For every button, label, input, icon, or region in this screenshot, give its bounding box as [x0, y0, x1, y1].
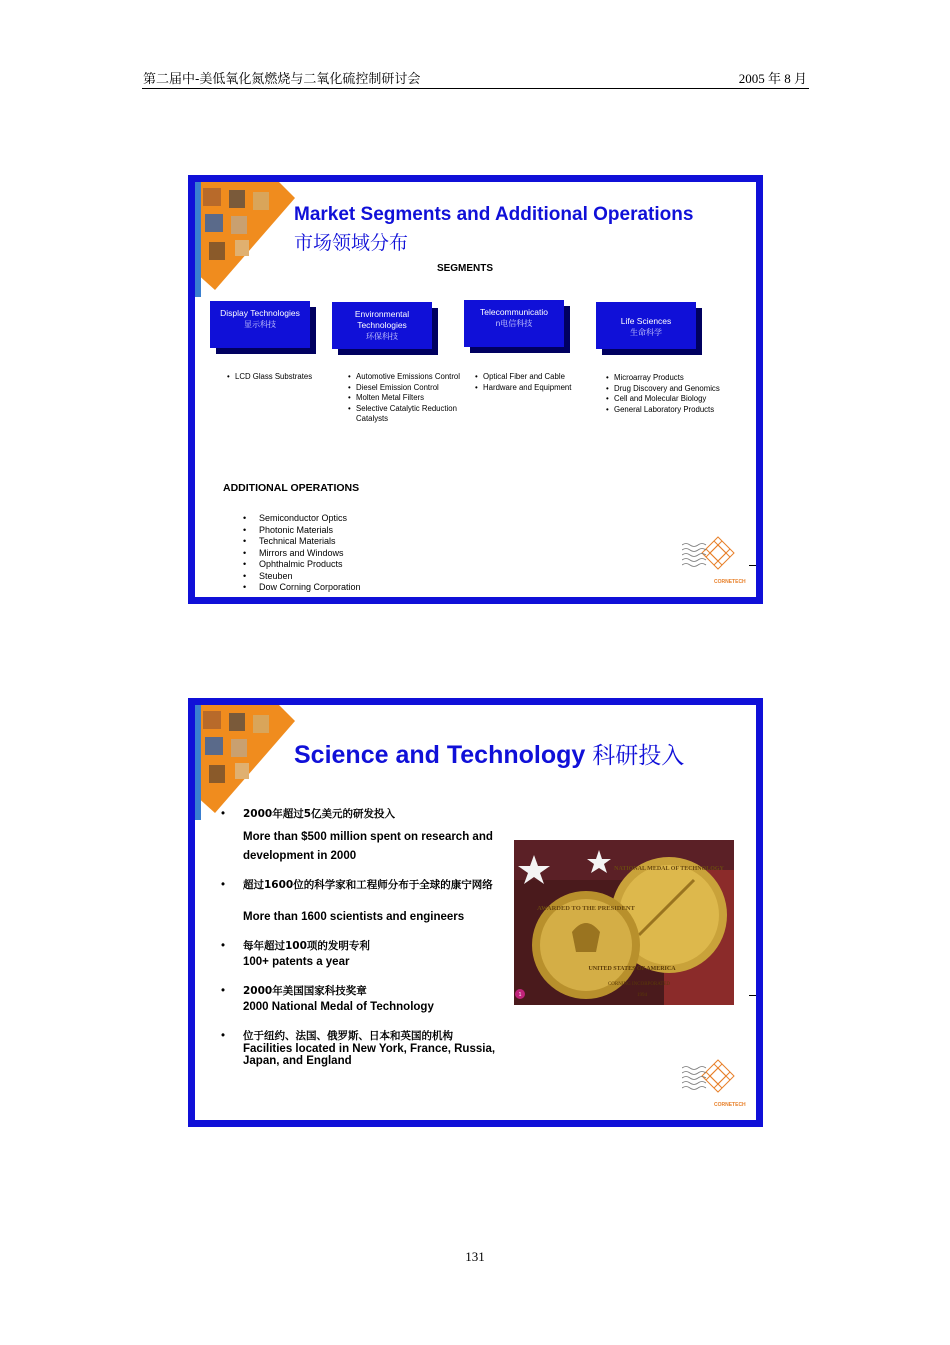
medal-text-left: AWARDED TO THE PRESIDENT [537, 905, 635, 912]
segment-name: Environmental Technologies [354, 309, 410, 330]
page-number: 131 [465, 1249, 485, 1264]
segment-name-cn: 生命科学 [630, 328, 662, 337]
list-item: • 每年超过100项的发明专利 100+ patents a year [221, 940, 370, 968]
segment-name: Display Technologies [220, 308, 300, 318]
company-logo-icon [682, 533, 746, 587]
medal-year-text: 1994 [637, 993, 647, 998]
side-tick [749, 565, 756, 566]
segments-label: SEGMENTS [436, 263, 494, 274]
additional-operations-list [243, 513, 361, 594]
segment-name-cn: 环保科技 [366, 332, 398, 341]
segment-box-environmental [332, 302, 432, 349]
list-item: • Hardware and Equipment [475, 382, 572, 392]
list-item: • LCD Glass Substrates [227, 372, 313, 381]
segment-name-cn: 显示科技 [244, 320, 276, 329]
segment-name: Telecommunicatio [479, 307, 549, 317]
list-item: • 位于纽约、法国、俄罗斯、日本和英国的机构 Facilities located in New York, France, Russia, Japan, and England [221, 1030, 496, 1067]
list-item: • Microarray Products [606, 373, 684, 382]
list-item: • 2000年美国国家科技奖章 2000 National Medal of Technology [221, 985, 434, 1013]
list-item: • Cell and Molecular Biology [606, 394, 707, 403]
list-item: • Diesel Emission Control [348, 382, 439, 392]
list-item: • Technical Materials [243, 536, 336, 546]
logo-text: CORNETECH [714, 1102, 746, 1108]
list-item: • Photonic Materials [243, 524, 334, 535]
list-item: • Selective Catalytic Reduction Catalysts [348, 403, 457, 423]
segment-list-life-sciences [606, 373, 746, 415]
slide2-title-cn: 科研投入 [592, 743, 685, 769]
corner-graphic-icon [195, 705, 295, 820]
segment-name-cn: n电信科技 [495, 319, 533, 328]
slide2-title-en: Science and Technology [294, 741, 586, 769]
list-item: • 超过1600位的科学家和工程师分布于全球的康宁网络 More than 1600 scientists and engineers [221, 879, 493, 923]
corner-graphic-icon [195, 182, 295, 297]
segment-list-environmental [348, 372, 466, 425]
medal-photo [514, 840, 734, 1005]
slide-science-technology [188, 698, 763, 1127]
additional-operations-title: ADDITIONAL OPERATIONS [223, 482, 360, 494]
header-date: 2005 年 8 月 [738, 71, 807, 86]
header-conference-title: 第二届中-美低氧化氮燃烧与二氧化硫控制研讨会 [143, 72, 421, 87]
logo-text: CORNETECH [714, 579, 746, 585]
slide2-title [294, 737, 684, 770]
segment-name: Life Sciences [620, 316, 672, 326]
list-item: • Dow Corning Corporation [243, 582, 361, 592]
list-item: • Ophthalmic Products [243, 559, 343, 569]
list-item: • General Laboratory Products [606, 404, 715, 414]
segment-box-display [210, 301, 310, 348]
segment-list-telecom [475, 372, 603, 393]
science-bullet-list [221, 805, 511, 1077]
list-item: • Steuben [243, 570, 293, 581]
photo-badge: 1 [518, 992, 522, 998]
segment-list-display [227, 372, 337, 383]
slide-market-segments [188, 175, 763, 604]
segment-box-telecom [464, 300, 564, 347]
medal-bottom-text: UNITED STATES OF AMERICA [588, 966, 676, 972]
list-item: • Drug Discovery and Genomics [606, 383, 720, 393]
medal-sub-text: CORNING INCORPORATED [607, 982, 671, 987]
list-item: • Molten Metal Filters [348, 393, 425, 402]
list-item: • 2000年超过5亿美元的研发投入 More than $500 million spent on research and development in 2000 [221, 808, 493, 862]
medal-text-right: NATIONAL MEDAL OF TECHNOLOGY [614, 866, 724, 872]
segment-box-life-sciences [596, 302, 696, 349]
list-item: • Optical Fiber and Cable [475, 372, 565, 381]
company-logo-icon [682, 1056, 746, 1110]
slide1-title-cn: 市场领域分布 [294, 232, 409, 254]
side-tick [749, 995, 756, 996]
header-rule [142, 88, 809, 89]
slide1-title-en: Market Segments and Additional Operations [294, 204, 694, 225]
list-item: • Mirrors and Windows [243, 547, 344, 558]
list-item: • Semiconductor Optics [243, 513, 348, 523]
list-item: • Automotive Emissions Control [348, 372, 460, 381]
